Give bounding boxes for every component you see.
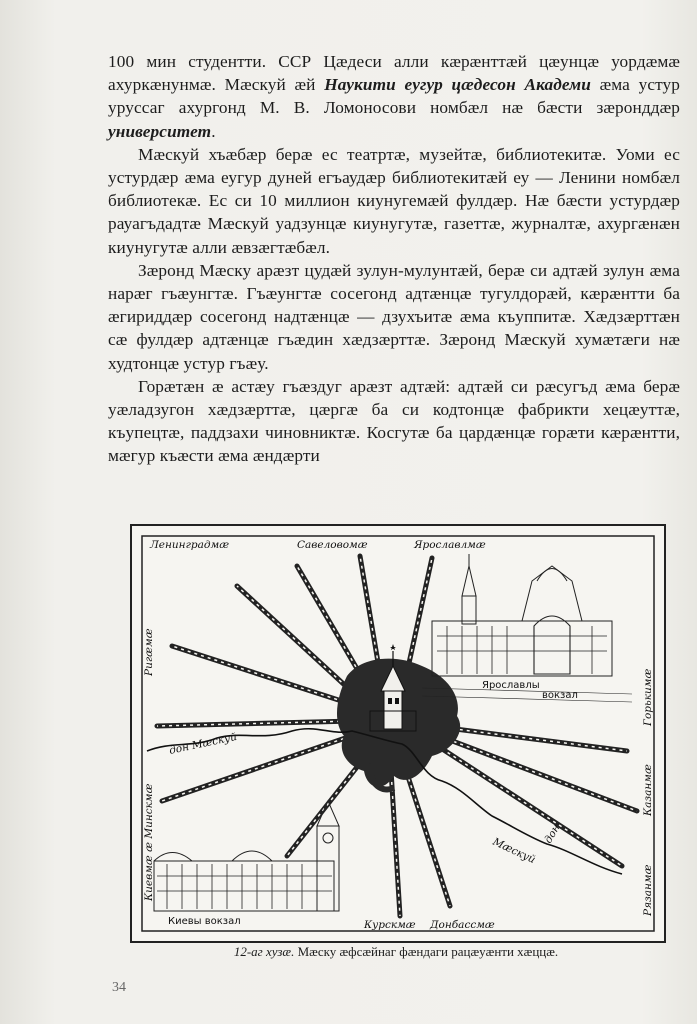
- label-savelovo: Савеловомæ: [297, 539, 368, 551]
- label-river-east-don: дон: [542, 822, 563, 846]
- label-kursk: Курскмæ: [364, 919, 416, 931]
- page-number: 34: [112, 980, 126, 995]
- label-ryazan: Рязанмæ: [642, 864, 654, 916]
- label-yaroslavl-top: Ярославлмæ: [414, 539, 486, 551]
- caption-text: Мæску æфсæйнаг фæндаги рацæуæнти хæццæ.: [294, 944, 559, 959]
- paragraph-3: [108, 259, 680, 375]
- text-run: Зæронд Мæску арæзт цудæй зулун-мулунтæй, берæ си адтæй зулун æма нарæг гъæунгтæ. Гъæунгтæ сосегонд адтæнцæ тугулдорæй, кæрæнтти ба æгириддæр сосегонд надтæнцæ — дзухъитæ æма къуппитæ. Хæдзæрттæн сæ фулдæр адтæнцæ гъæдин хæдзæрттæ. Зæронд Мæскуй хумæтæги нæ худтонцæ устур гъæу.: [108, 260, 680, 373]
- paragraph-4: [108, 375, 680, 468]
- moscow-railway-map-figure: [130, 524, 666, 943]
- label-river-east: Мæскуй: [490, 835, 538, 867]
- figure-caption: [130, 944, 662, 960]
- label-leningrad: Ленинградмæ: [150, 539, 230, 551]
- label-yaroslavl-station: Ярославлы: [482, 680, 540, 691]
- label-kazan: Казанмæ: [642, 764, 654, 816]
- moscow-railway-map: [132, 526, 664, 941]
- label-riga: Ригæмæ: [143, 628, 155, 676]
- caption-number: 12-аг хузæ.: [233, 944, 295, 959]
- label-gorky: Горькимæ: [642, 668, 654, 726]
- label-kiev-minsk: Киевмæ æ Минскмæ: [143, 783, 155, 901]
- paragraph-1: [108, 50, 680, 143]
- label-donbass: Донбассмæ: [430, 919, 495, 931]
- emphasized-term: Наукити еугур цæдесон Академи: [324, 75, 591, 95]
- body-text: [108, 50, 680, 468]
- paragraph-2: [108, 143, 680, 259]
- emphasized-term: университет: [108, 121, 212, 141]
- label-river-west: дон Мæскуй: [168, 730, 238, 757]
- text-run: Мæскуй хъæбæр берæ ес театртæ, музейтæ, библиотекитæ. Уоми ес устурдæр æма еугур дуней егъаудæр библиотекитæй еу — Ленини номбæл библиотекæ. Ес си 10 миллион киунугемæй фулдæр. Нæ бæсти устурдæр рауагъдадтæ Мæскуй уадзунцæ киунугутæ, газеттæ, журналтæ, ахургæнæн киунугутæ алли æвзæгтæбæл.: [108, 144, 680, 257]
- text-run: .: [211, 121, 216, 141]
- text-run: æма устур уруссаг ахургонд М. В. Ломоносови номбæл нæ бæсти зæронддæр: [108, 75, 680, 118]
- kiev-station-drawing: [154, 801, 339, 911]
- label-yaroslavl-station-2: вокзал: [542, 690, 578, 701]
- label-kiev-station: Киевы вокзал: [168, 916, 241, 927]
- text-run: Горæтæн æ астæу гъæздуг арæзт адтæй: адтæй си рæсугъд æма берæ уæладзугон хæдзæрттæ, цæргæ ба си кодтонцæ фабрикти хецæуттæ, къупецтæ, паддзахи чиновниктæ. Косгутæ ба цардæнцæ горæти кæрæнтти, мæгур къæсти æма æндæрти: [108, 376, 680, 466]
- text-run: 100 мин студентти. ССР Цæдеси алли кæрæнттæй цæунцæ уордæмæ ахуркæнунмæ. Мæскуй æй: [108, 52, 680, 95]
